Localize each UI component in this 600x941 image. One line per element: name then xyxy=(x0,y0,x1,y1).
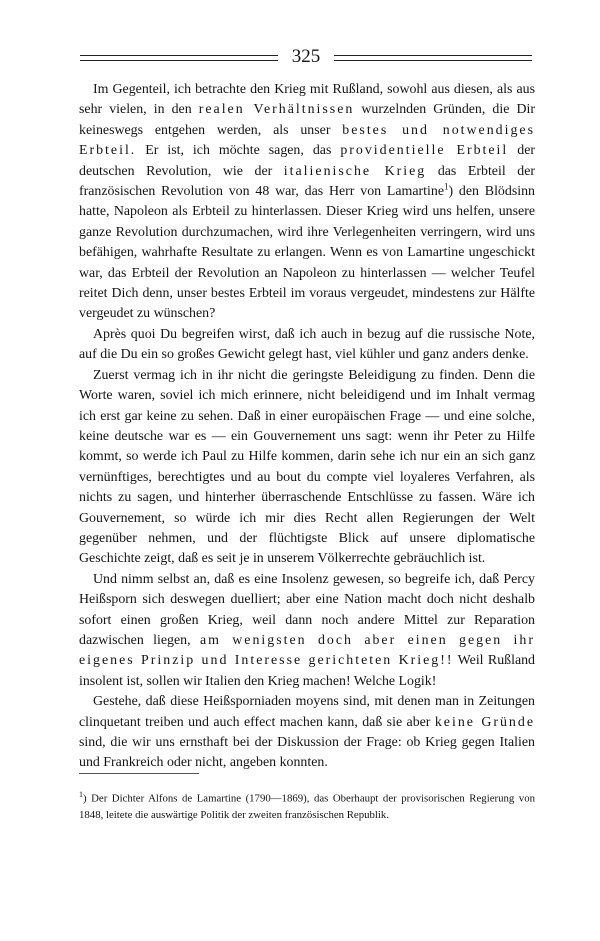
emphasis-bestes-erbteil: bestes und notwendiges Erbteil. xyxy=(79,122,535,159)
paragraph-1-text: Im Gegenteil, ich betrachte den Krieg mit Rußland, sowohl aus diesen, als aus sehr vielen, in den xyxy=(79,82,535,118)
emphasis-realen-verhaeltnissen: realen Verhältnissen xyxy=(198,102,355,118)
footnote xyxy=(79,787,535,823)
emphasis-providentielle-erbteil: providentielle Erbteil xyxy=(340,143,509,159)
header-rule-right xyxy=(334,55,532,61)
paragraph-5 xyxy=(79,692,535,774)
paragraph-1 xyxy=(79,80,535,325)
footnote-reference: 1 xyxy=(443,181,449,192)
paragraph-1-text: das Erbteil der französischen Revolution von 48 war, das Herr von Lamartine xyxy=(79,163,535,200)
header-rule-left xyxy=(80,55,278,61)
emphasis-eigenes-prinzip: am wenigsten doch aber einen gegen ihr eigenes Prinzip und Interesse gerichteten Krieg!! xyxy=(79,632,535,669)
body-text xyxy=(79,80,535,774)
emphasis-italienische-krieg: italienische Krieg xyxy=(283,163,427,179)
emphasis-keine-gruende: keine Gründe xyxy=(434,714,535,730)
paragraph-1-text: wurzelnden Gründen, die Dir keineswegs entgehen werden, als unser xyxy=(79,102,535,138)
paragraph-2: Après quoi Du begreifen wirst, daß ich auch in bezug auf die russische Note, auf die Du ein so großes Gewicht gelegt hast, viel kühler und ganz anders denke. xyxy=(79,326,535,363)
paragraph-5-text: Gestehe, daß diese Heißsporniaden moyens sind, mit denen man in Zeitungen clinquetant treiben und auch effect machen kann, daß sie aber xyxy=(79,694,535,730)
footnote-mark: 1 xyxy=(79,790,83,799)
footnote-text: ) Der Dichter Alfons de Lamartine (1790—1869), das Oberhaupt der provisorischen Regierung von 1848, leitete die auswärtige Politik der zweiten französischen Republik. xyxy=(79,792,535,821)
page-number: 325 xyxy=(291,46,321,67)
paragraph-3: Zuerst vermag ich in ihr nicht die geringste Beleidigung zu finden. Denn die Worte waren, soviel ich mich erinnere, nicht beleidigend und im Inhalt vermag ich erst gar keine zu sehen. Daß in einer europäischen Frage — und eine solche, keine deutsche war es — ein Gouvernement uns sagt: wenn ihr Peter zu Hilfe kommt, so werde ich Paul zu Hilfe kommen, darin sehe ich nur ein an sich ganz vernünftiges, berechtigtes und au bout du compte viel loyaleres Verfahren, als nichts zu sagen, und hinterher überraschende Entschlüsse zu fassen. Wäre ich Gouvernement, so würde ich mir dies Recht allen Regierungen der Welt gegenüber nehmen, und der flüchtigste Blick auf unsere diplomatische Geschichte zeigt, daß es seit je in unserem Völkerrechte gebräuchlich ist. xyxy=(79,367,535,567)
page-header xyxy=(80,46,532,70)
paragraph-5-text: sind, die wir uns ernsthaft bei der Diskussion der Frage: ob Krieg gegen Italien und Frankreich oder nicht, angeben konnten. xyxy=(79,735,535,771)
paragraph-4-text: Und nimm selbst an, daß es eine Insolenz gewesen, so begreife ich, daß Percy Heißsporn sich deswegen duelliert; aber eine Nation macht doch nicht deshalb sofort einen großen Krieg, weil dann noch andere Mittel zur Reparation dazwischen liegen, xyxy=(79,571,535,648)
paragraph-1-text: Er ist, ich möchte sagen, das xyxy=(136,143,341,159)
paragraph-4 xyxy=(79,570,535,692)
paragraph-1-text: der deutschen Revolution, wie der xyxy=(79,143,535,179)
paragraph-4-text: Weil Rußland insolent ist, sollen wir Italien den Krieg machen! Welche Logik! xyxy=(79,653,535,689)
paragraph-1-text: ) den Blödsinn hatte, Napoleon als Erbteil zu hinterlassen. Dieser Krieg wird uns helfen, unsere ganze Revolution durchzumachen, wird ihre Verlegenheiten verringern, wird uns befähigen, wahrhafte Resultate zu erlangen. Wenn es von Lamartine ungeschickt war, das Erbteil der Revolution an Napoleon zu hinterlassen — welcher Teufel reitet Dich denn, unser bestes Erbteil im voraus vergeudet, mindestens zur Hälfte vergeudet zu wünschen? xyxy=(79,184,535,322)
footnote-divider xyxy=(79,773,199,774)
